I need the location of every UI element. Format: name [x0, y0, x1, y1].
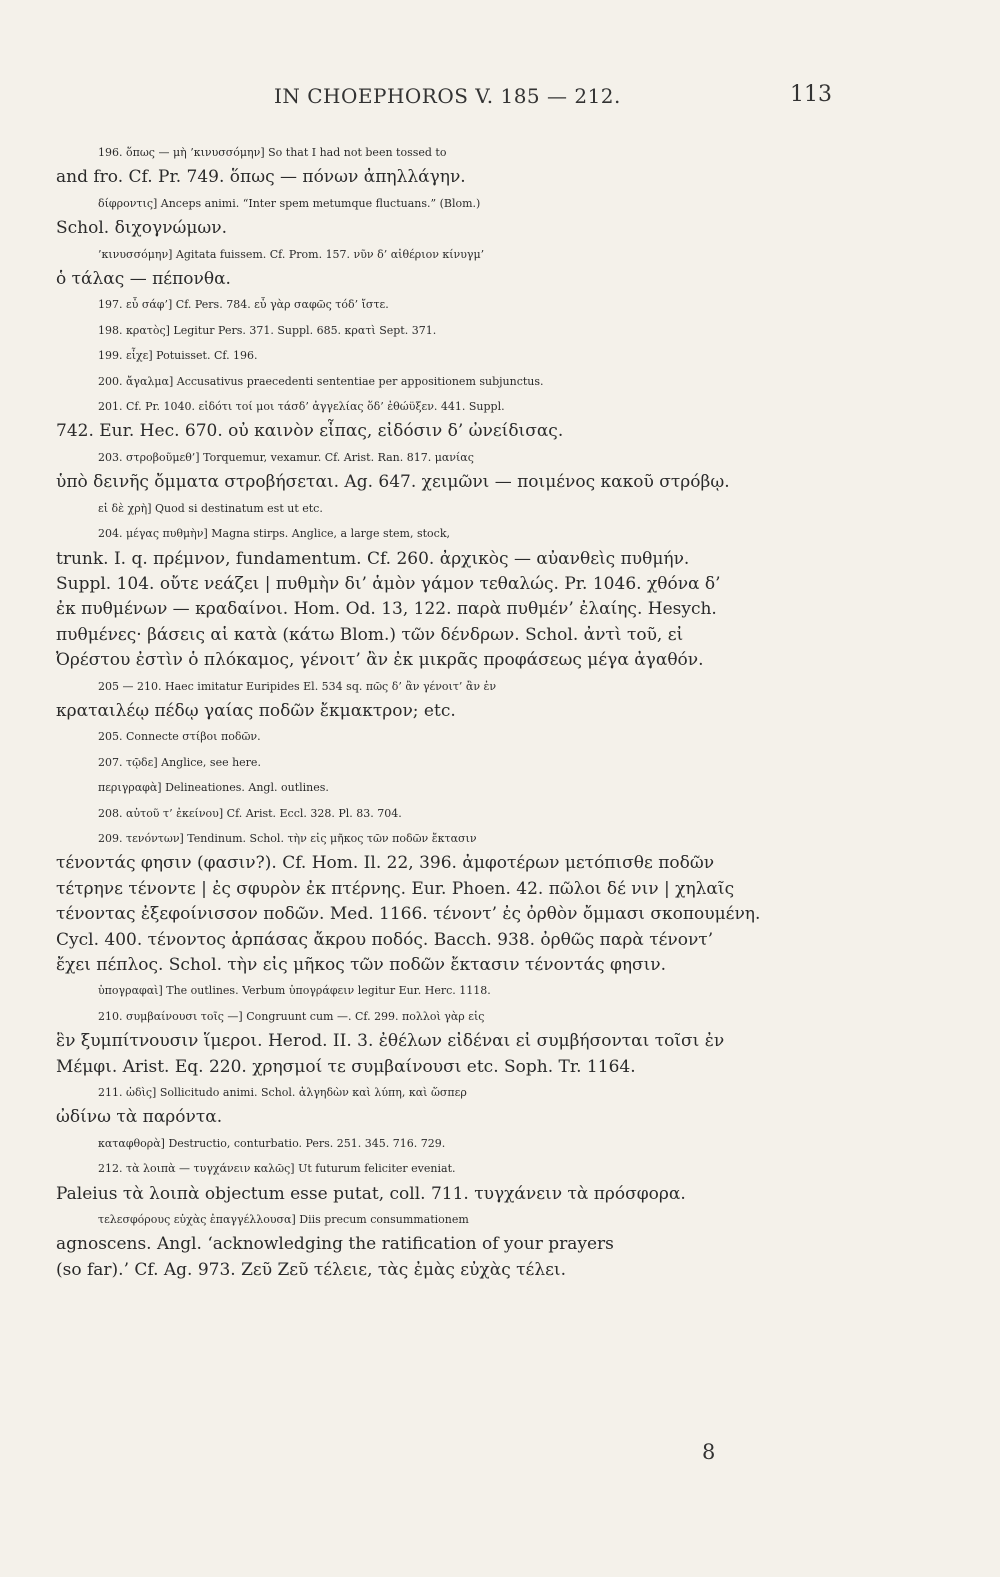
text-line: πυθμένες· βάσεις αἱ κατὰ (κάτω Blom.) τῶν δένδρων. Schol. ἀντὶ τοῦ, εἰ [56, 624, 684, 645]
text-line: εἰ δὲ χρὴ] Quod si destinatum est ut etc. [98, 501, 323, 515]
text-line: τέτρηνε τένοντε | ἐς σφυρὸν ἐκ πτέρνης. Eur. Phoen. 42. πῶλοι δέ νιν | χηλαῖς [56, 878, 735, 899]
text-line: τελεσφόρους εὐχὰς ἐπαγγέλλουσα] Diis precum consummationem [98, 1213, 469, 1227]
text-line: 204. μέγας πυθμὴν] Magna stirps. Anglice, a large stem, stock, [98, 527, 450, 541]
text-line: 205 — 210. Haec imitatur Euripides El. 534 sq. πῶς δ’ ἂν γένοιτ’ ἂν ἐν [98, 679, 497, 693]
text-line: ἓν ξυμπίτνουσιν ἵμεροι. Herod. II. 3. ἐθέλων εἰδέναι εἰ συμβήσονται τοῖσι ἐν [56, 1031, 725, 1052]
text-line: κραταιλέῳ πέδῳ γαίας ποδῶν ἔκμακτρον; etc. [56, 700, 456, 721]
text-line: agnoscens. Angl. ‘acknowledging the ratification of your prayers [56, 1234, 614, 1255]
text-line: 200. ἄγαλμα] Accusativus praecedenti sententiae per appositionem subjunctus. [98, 374, 544, 388]
text-line: δίφροντις] Anceps animi. “Inter spem metumque fluctuans.” (Blom.) [98, 196, 481, 210]
text-line: 205. Connecte στίβοι ποδῶν. [98, 730, 261, 744]
text-line: ὠδίνω τὰ παρόντα. [56, 1107, 223, 1128]
text-line: (so far).’ Cf. Ag. 973. Ζεῦ Ζεῦ τέλειε, τὰς ἐμὰς εὐχὰς τέλει. [56, 1259, 566, 1280]
text-line: Suppl. 104. οὔτε νεάζει | πυθμὴν δι’ ἁμὸν γάμον τεθαλώς. Pr. 1046. χθόνα δ’ [56, 573, 721, 594]
running-head: IN CHOEPHOROS V. 185 — 212. [274, 84, 621, 108]
text-line: Cycl. 400. τένοντος ἁρπάσας ἄκρου ποδός. Bacch. 938. ὀρθῶς παρὰ τένοντ’ [56, 929, 714, 950]
text-line: ἐκ πυθμένων — κραδαίνοι. Hom. Od. 13, 122. παρὰ πυθμέν’ ἐλαίης. Hesych. [56, 599, 717, 620]
text-line: 199. εἶχε] Potuisset. Cf. 196. [98, 349, 258, 363]
text-line: τένοντας ἐξεφοίνισσον ποδῶν. Med. 1166. τένοντ’ ἐς ὀρθὸν ὄμμασι σκοπουμένη. [56, 904, 761, 925]
text-line: trunk. I. q. πρέμνον, fundamentum. Cf. 260. ἀρχικὸς — αὐανθεὶς πυθμήν. [56, 548, 690, 569]
text-line: 210. συμβαίνουσι τοῖς —] Congruunt cum —. Cf. 299. πολλοὶ γὰρ εἰς [98, 1009, 485, 1023]
text-line: ὑπογραφαὶ] The outlines. Verbum ὑπογράφειν legitur Eur. Herc. 1118. [98, 984, 491, 998]
text-line: 207. τῷδε] Anglice, see here. [98, 755, 261, 769]
commentary-body [56, 140, 856, 1283]
text-line: ἔχει πέπλος. Schol. τὴν εἰς μῆκος τῶν ποδῶν ἔκτασιν τένοντάς φησιν. [56, 955, 667, 975]
text-line: and fro. Cf. Pr. 749. ὅπως — πόνων ἀπηλλάγην. [56, 167, 466, 188]
page-number: 113 [790, 82, 832, 107]
text-line: 196. ὅπως — μὴ ’κινυσσόμην] So that I had not been tossed to [98, 146, 447, 159]
text-line: 203. στροβοῦμεθ’] Torquemur, vexamur. Cf. Arist. Ran. 817. μανίας [98, 450, 474, 464]
text-line: τένοντάς φησιν (φασιν?). Cf. Hom. Il. 22, 396. ἀμφοτέρων μετόπισθε ποδῶν [56, 853, 715, 874]
text-line: 198. κρατὸς] Legitur Pers. 371. Suppl. 685. κρατὶ Sept. 371. [98, 323, 437, 337]
text-line: ’κινυσσόμην] Agitata fuissem. Cf. Prom. 157. νῦν δ’ αἰθέριον κίνυγμ’ [98, 247, 485, 261]
text-line: 211. ὠδὶς] Sollicitudo animi. Schol. ἀλγηδὼν καὶ λύπη, καὶ ὥσπερ [98, 1086, 467, 1100]
text-line: 208. αὐτοῦ τ’ ἐκείνου] Cf. Arist. Eccl. 328. Pl. 83. 704. [98, 806, 402, 820]
text-line: 209. τενόντων] Tendinum. Schol. τὴν εἰς μῆκος τῶν ποδῶν ἔκτασιν [98, 831, 477, 845]
text-line: 201. Cf. Pr. 1040. εἰδότι τοί μοι τάσδ’ ἀγγελίας ὅδ’ ἐθώϋξεν. 441. Suppl. [98, 400, 505, 414]
text-line: Μέμφι. Arist. Eq. 220. χρησμοί τε συμβαίνουσι etc. Soph. Tr. 1164. [56, 1056, 636, 1077]
text-line: 212. τὰ λοιπὰ — τυγχάνειν καλῶς] Ut futurum feliciter eveniat. [98, 1162, 456, 1176]
text-line: Paleius τὰ λοιπὰ objectum esse putat, coll. 711. τυγχάνειν τὰ πρόσφορα. [56, 1183, 686, 1204]
signature-mark: 8 [702, 1440, 716, 1464]
text-line: περιγραφὰ] Delineationes. Angl. outlines. [98, 781, 329, 795]
text-line: Ὀρέστου ἐστὶν ὁ πλόκαμος, γένοιτ’ ἂν ἐκ μικρᾶς προφάσεως μέγα ἀγαθόν. [56, 650, 704, 671]
text-line: 742. Eur. Hec. 670. οὐ καινὸν εἶπας, εἰδόσιν δ’ ὠνείδισας. [56, 421, 564, 442]
text-line: ὁ τάλας — πέπονθα. [56, 269, 231, 290]
text-line: καταφθορὰ] Destructio, conturbatio. Pers. 251. 345. 716. 729. [98, 1136, 446, 1150]
text-line: ὑπὸ δεινῆς ὄμματα στροβήσεται. Ag. 647. χειμῶνι — ποιμένος κακοῦ στρόβῳ. [56, 472, 730, 493]
text-line: Schol. διχογνώμων. [56, 218, 228, 239]
text-line: 197. εὖ σάφ’] Cf. Pers. 784. εὖ γὰρ σαφῶς τόδ’ ἴστε. [98, 298, 389, 312]
